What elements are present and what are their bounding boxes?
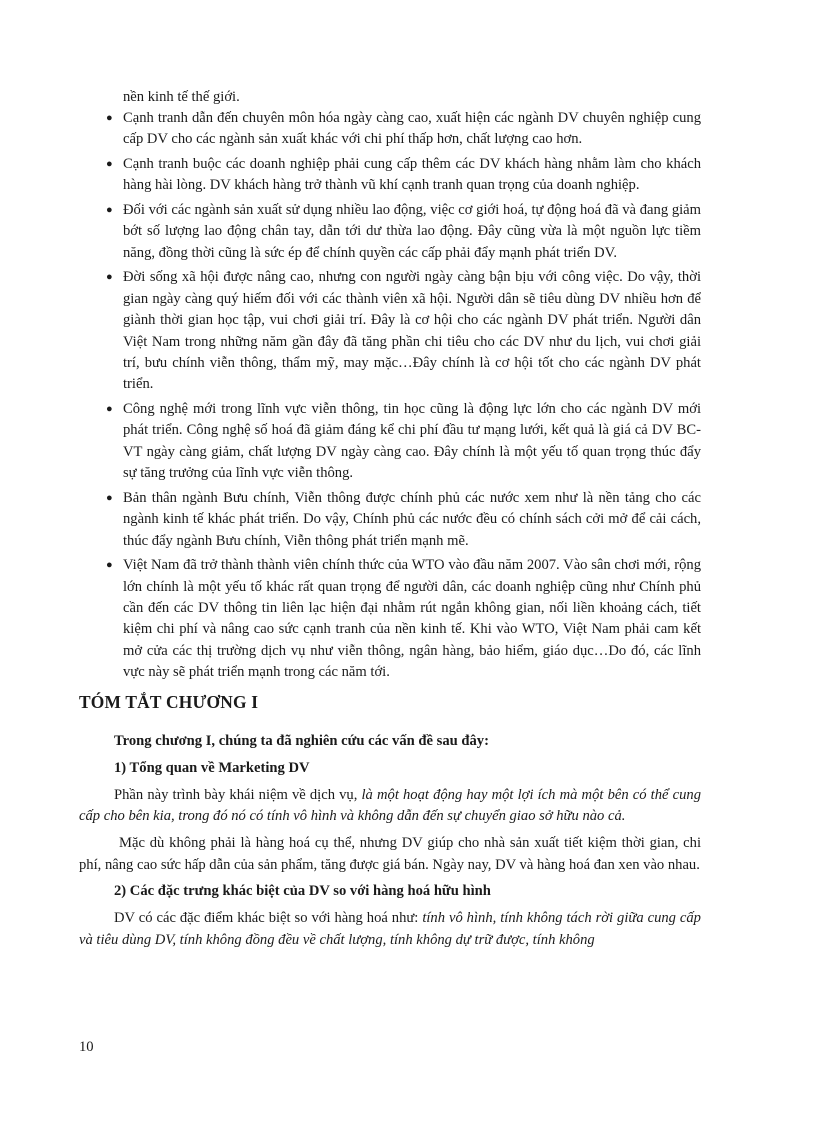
section-1-paragraph-1: [79, 785, 701, 828]
bullet-text: Việt Nam đã trở thành thành viên chính thức của WTO vào đầu năm 2007. Vào sân chơi mới, rộng lớn chính là một yếu tố khác rất quan trọng để người dân, các doanh nghiệp cũng như Chính phủ cần đến các DV thông tin liên lạc hiện đại nhằm rút ngắn không gian, nối liền khoảng cách, tiết kiệm chi phí và nâng cao sức cạnh tranh của nền kinh tế. Khi vào WTO, Việt Nam phải cam kết mở cửa các thị trường dịch vụ như viễn thông, ngân hàng, bảo hiểm, giáo dục…Do đó, các lĩnh vực này sẽ phát triển mạnh trong các năm tới.: [123, 557, 701, 681]
bullet-list: [106, 108, 701, 687]
bullet-icon: ●: [106, 559, 113, 572]
list-item: [106, 488, 701, 552]
list-item: [106, 267, 701, 395]
bullet-text: Cạnh tranh buộc các doanh nghiệp phải cung cấp thêm các DV khách hàng nhằm làm cho khách hàng hài lòng. DV khách hàng trở thành vũ khí cạnh tranh quan trọng của doanh nghiệp.: [123, 156, 701, 194]
bullet-icon: ●: [106, 158, 113, 170]
list-item: [106, 399, 701, 485]
section-1-title: 1) Tổng quan về Marketing DV: [114, 759, 310, 776]
bullet-icon: ●: [106, 491, 113, 504]
list-item: [106, 108, 701, 151]
continuation-text: nền kinh tế thế giới.: [123, 89, 240, 105]
bullet-icon: ●: [106, 403, 113, 416]
list-item: [106, 555, 701, 683]
chapter-summary-heading: TÓM TẮT CHƯƠNG I: [79, 692, 259, 712]
bullet-text: Đối với các ngành sản xuất sử dụng nhiều lao động, việc cơ giới hoá, tự động hoá đã và đang giảm bớt số lượng lao động chân tay, dẫn tới dư thừa lao động. Đây cũng vừa là một nguồn lực tiềm năng, đồng thời cũng là sức ép để chính quyền các cấp phải đẩy mạnh phát triển DV.: [123, 202, 701, 261]
section-1-paragraph-2: Mặc dù không phải là hàng hoá cụ thể, nhưng DV giúp cho nhà sản xuất tiết kiệm thời gian, chi phí, nâng cao sức hấp dẫn của sản phẩm, tăng được giá bán. Ngày nay, DV và hàng hoá đan xen vào nhau.: [79, 835, 701, 873]
section-2-title: 2) Các đặc trưng khác biệt của DV so với hàng hoá hữu hình: [114, 883, 491, 900]
paragraph-text: Phần này trình bày khái niệm về dịch vụ,: [114, 786, 362, 803]
summary-intro: Trong chương I, chúng ta đã nghiên cứu các vấn đề sau đây:: [114, 733, 489, 749]
bullet-icon: ●: [106, 112, 113, 124]
summary-section: [79, 731, 701, 957]
bullet-text: Cạnh tranh dẫn đến chuyên môn hóa ngày càng cao, xuất hiện các ngành DV chuyên nghiệp cung cấp DV cho các ngành sản xuất khác với chi phí thấp hơn, chất lượng cao hơn.: [123, 110, 701, 148]
paragraph-text: DV có các đặc điểm khác biệt so với hàng hoá như:: [114, 910, 423, 927]
bullet-icon: ●: [106, 271, 113, 284]
list-item: [106, 154, 701, 197]
bullet-text: Bản thân ngành Bưu chính, Viễn thông được chính phủ các nước xem như là nền tảng cho các ngành kinh tế khác phát triển. Do vậy, Chính phủ các nước đều có chính sách cởi mở để cải cách, thúc đẩy ngành Bưu chính, Viễn thông phát triển mạnh mẽ.: [123, 489, 701, 549]
bullet-text: Công nghệ mới trong lĩnh vực viễn thông, tin học cũng là động lực lớn cho các ngành DV mới phát triển. Công nghệ số hoá đã giảm đáng kể chi phí đầu tư mạng lưới, kết quả là giá cả DV BC-VT ngày càng giảm, chất lượng DV ngày càng cao. Đây chính là một yếu tố quan trọng thúc đẩy sự tăng trưởng của lĩnh vực viễn thông.: [123, 401, 701, 482]
page-number: 10: [79, 1039, 94, 1055]
list-item: [106, 200, 701, 264]
bullet-text: Đời sống xã hội được nâng cao, nhưng con người ngày càng bận bịu với công việc. Do vậy, thời gian ngày càng quý hiếm đối với các thành viên xã hội. Người dân sẽ tiêu dùng DV nhiều hơn để giành thời gian học tập, vui chơi giải trí. Đây là cơ hội cho các ngành DV phát triển. Người dân Việt Nam trong những năm gần đây đã tăng phần chi tiêu cho các DV như du lịch, vui chơi giải trí, bưu chính viễn thông, thẩm mỹ, may mặc…Đây chính là cơ hội tốt cho các ngành DV phát triển.: [123, 269, 701, 393]
section-2-paragraph-1: [79, 908, 701, 951]
paragraph-italic-text: là một hoạt động hay một lợi ích mà một bên có thể cung cấp cho bên kia, trong đó nó có tính vô hình và không dẫn đến sự chuyển giao sở hữu nào cả.: [79, 786, 701, 825]
paragraph-italic-text: tính vô hình, tính không tách rời giữa cung cấp và tiêu dùng DV, tính không đồng đều về chất lượng, tính không dự trữ được, tính không: [79, 910, 701, 948]
bullet-icon: ●: [106, 204, 113, 216]
